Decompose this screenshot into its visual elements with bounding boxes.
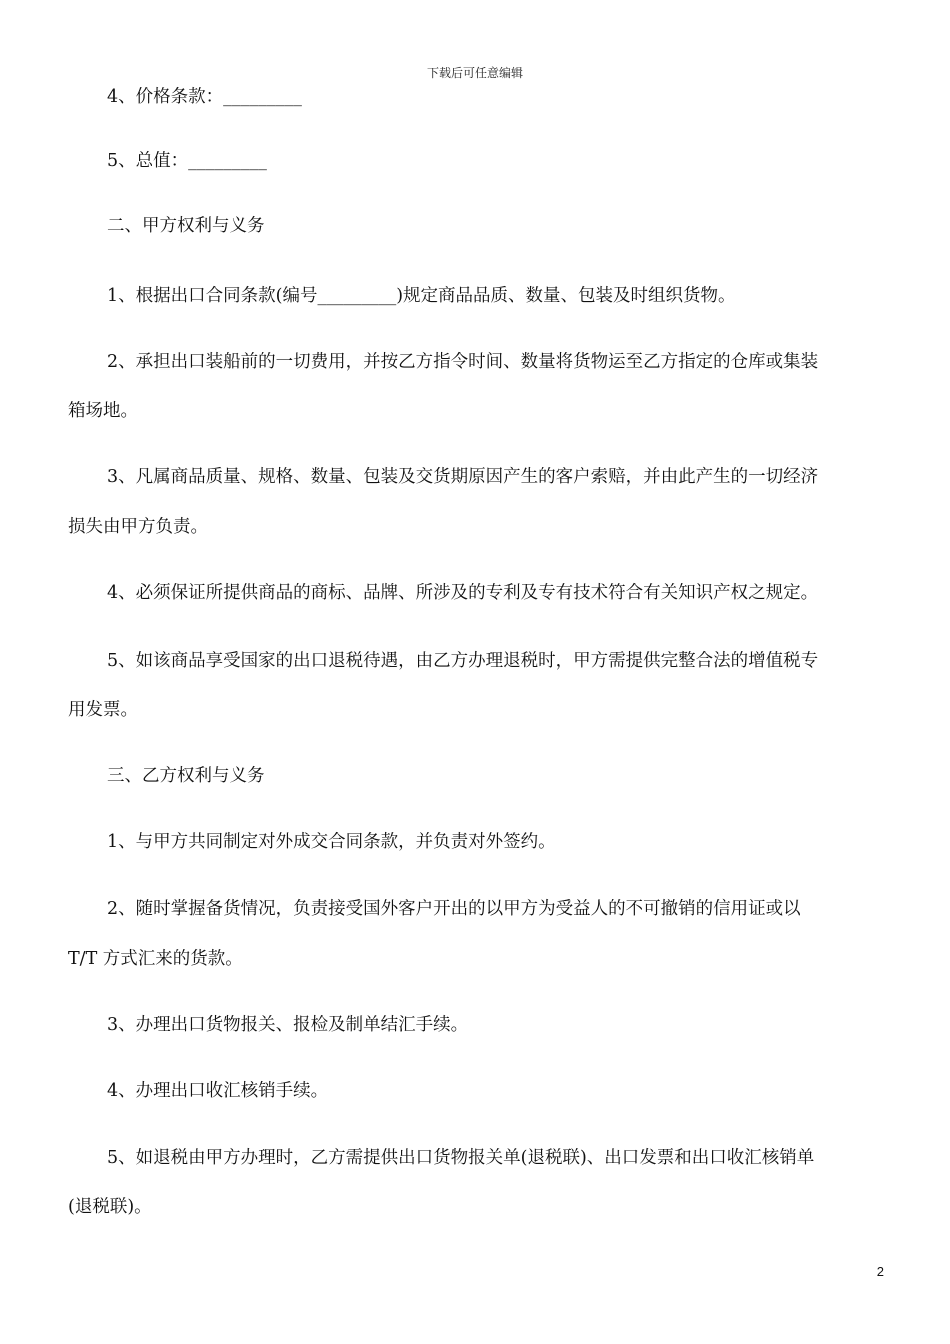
party-b-clause-2: 2、随时掌握备货情况，负责接受国外客户开出的以甲方为受益人的不可撤销的信用证或以 xyxy=(107,899,801,919)
party-b-clause-2-cont: T/T 方式汇来的货款。 xyxy=(68,949,243,969)
total-value-line: 5、总值：_________ xyxy=(107,151,267,171)
section-heading-party-b: 三、乙方权利与义务 xyxy=(107,766,265,786)
section-heading-party-a: 二、甲方权利与义务 xyxy=(107,216,265,236)
party-a-clause-5: 5、如该商品享受国家的出口退税待遇，由乙方办理退税时，甲方需提供完整合法的增值税专 xyxy=(107,651,819,671)
party-b-clause-3: 3、办理出口货物报关、报检及制单结汇手续。 xyxy=(107,1015,469,1035)
party-a-clause-1: 1、根据出口合同条款(编号_________)规定商品品质、数量、包装及时组织货物。 xyxy=(107,286,736,306)
price-terms-line: 4、价格条款：_________ xyxy=(107,87,302,107)
party-a-clause-4: 4、必须保证所提供商品的商标、品牌、所涉及的专利及专有技术符合有关知识产权之规定。 xyxy=(107,583,819,603)
party-a-clause-2-cont: 箱场地。 xyxy=(68,401,138,421)
party-a-clause-3: 3、凡属商品质量、规格、数量、包装及交货期原因产生的客户索赔，并由此产生的一切经济 xyxy=(107,467,819,487)
party-a-clause-2: 2、承担出口装船前的一切费用，并按乙方指令时间、数量将货物运至乙方指定的仓库或集装 xyxy=(107,352,819,372)
party-a-clause-5-cont: 用发票。 xyxy=(68,700,138,720)
party-b-clause-4: 4、办理出口收汇核销手续。 xyxy=(107,1081,329,1101)
page-header: 下载后可任意编辑 xyxy=(426,66,523,80)
party-b-clause-5-cont: (退税联)。 xyxy=(68,1197,152,1217)
party-b-clause-1: 1、与甲方共同制定对外成交合同条款，并负责对外签约。 xyxy=(107,832,556,852)
party-a-clause-3-cont: 损失由甲方负责。 xyxy=(68,517,208,537)
page-number: 2 xyxy=(876,1264,884,1279)
party-b-clause-5: 5、如退税由甲方办理时，乙方需提供出口货物报关单(退税联)、出口发票和出口收汇核销单 xyxy=(107,1148,815,1168)
